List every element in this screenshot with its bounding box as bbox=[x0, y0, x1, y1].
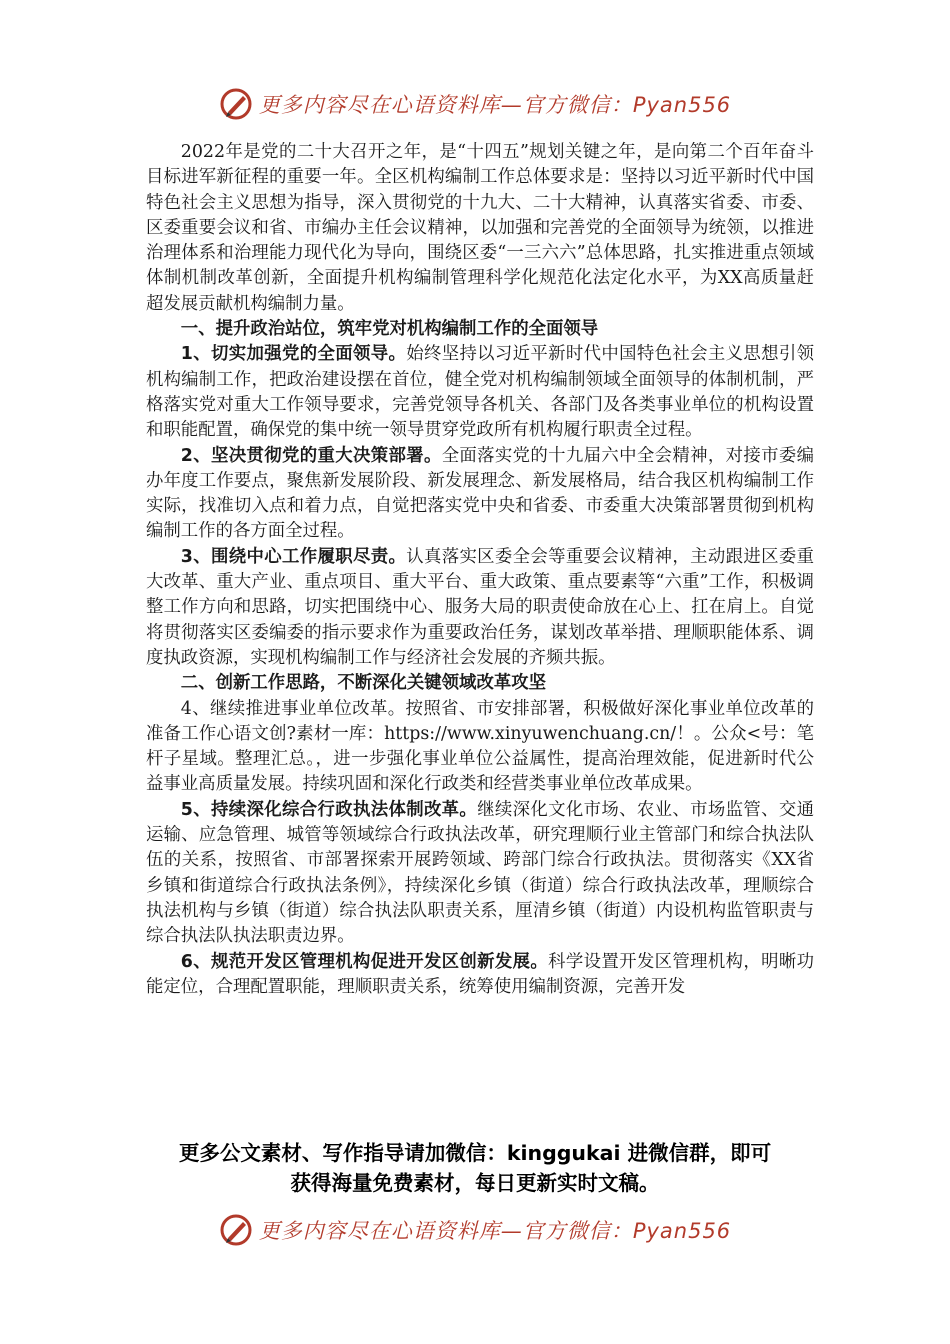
item-5-lead: 5、持续深化综合行政执法体制改革。 bbox=[180, 799, 478, 820]
item-1-body: 始终坚持以习近平新时代中国特色社会主义思想引领机构编制工作，把政治建设摆在首位，健全党对机构编制领域全面领导的体制机制，严格落实党对重大工作领导要求，完善党领导各机关、各部门及各类事业单位的机构设置和职能配置，确保党的集中统一领导贯穿党政所有机构履行职责全过程。 bbox=[146, 344, 814, 441]
section-2-item-4: 4、继续推进事业单位改革。按照省、市安排部署，积极做好深化事业单位改革的准备工作心语文创?素材一库：https://www.xinyuwenchuang.cn/！。公众<号：笔杆子星域。整理汇总。，进一步强化事业单位公益属性，提高治理效能，促进新时代公益事业高质量发展。持续巩固和深化行政类和经营类事业单位改革成果。 bbox=[146, 698, 814, 795]
pen-logo-icon bbox=[219, 87, 253, 121]
header-banner-main: 更多内容尽在心语资料库—官方微信： bbox=[258, 93, 633, 117]
item-2-body: 全面落实党的十九届六中全会精神，对接市委编办年度工作要点，聚焦新发展阶段、新发展理念、新发展格局，结合我区机构编制工作实际，找准切入点和着力点，自觉把落实党中央和省委、市委重大决策部署贯彻到机构编制工作的各方面全过程。 bbox=[146, 445, 814, 542]
header-banner-text bbox=[259, 89, 731, 119]
section-2-heading: 二、创新工作思路，不断深化关键领域改革攻坚 bbox=[180, 673, 547, 694]
article-body bbox=[146, 140, 814, 1000]
footer-banner-main: 更多内容尽在心语资料库—官方微信： bbox=[258, 1219, 633, 1243]
promo-line-1: 更多公文素材、写作指导请加微信：kinggukai 进微信群，即可 bbox=[178, 1141, 772, 1165]
footer-banner-text bbox=[259, 1215, 731, 1245]
item-2-lead: 2、坚决贯彻党的重大决策部署。 bbox=[180, 445, 442, 466]
section-1-item-1 bbox=[146, 342, 814, 443]
promo-block bbox=[140, 1138, 810, 1198]
intro-paragraph: 2022年是党的二十大召开之年，是“十四五”规划关键之年，是向第二个百年奋斗目标进军新征程的重要一年。全区机构编制工作总体要求是：坚持以习近平新时代中国特色社会主义思想为指导，深入贯彻党的十九大、二十大精神，认真落实省委、市委、区委重要会议和省、市编办主任会议精神，以加强和完善党的全面领导为统领，以推进治理体系和治理能力现代化为导向，围绕区委“一三六六”总体思路，扎实推进重点领域体制机制改革创新，全面提升机构编制管理科学化规范化法定化水平，为XX高质量赶超发展贡献机构编制力量。 bbox=[146, 142, 814, 314]
item-6-body: 科学设置开发区管理机构，明晰功能定位，合理配置职能，理顺职责关系，统筹使用编制资源，完善开发 bbox=[146, 951, 814, 997]
item-3-body: 认真落实区委全会等重要会议精神，主动跟进区委重大改革、重大产业、重点项目、重大平台、重大政策、重点要素等“六重”工作，积极调整工作方向和思路，切实把围绕中心、服务大局的职责使命放在心上、扛在肩上。自觉将贯彻落实区委编委的指示要求作为重要政治任务，谋划改革举措、理顺职能体系、调度执政资源，实现机构编制工作与经济社会发展的齐频共振。 bbox=[146, 546, 814, 668]
item-3-lead: 3、围绕中心工作履职尽责。 bbox=[180, 546, 407, 567]
section-1-heading: 一、提升政治站位，筑牢党对机构编制工作的全面领导 bbox=[180, 319, 599, 340]
promo-line-2: 获得海量免费素材，每日更新实时文稿。 bbox=[290, 1171, 660, 1195]
pen-logo-icon bbox=[219, 1213, 253, 1247]
footer-banner bbox=[0, 1210, 950, 1250]
item-6-lead: 6、规范开发区管理机构促进开发区创新发展。 bbox=[180, 951, 549, 972]
item-1-lead: 1、切实加强党的全面领导。 bbox=[180, 344, 407, 365]
footer-banner-wechat: Pyan556 bbox=[632, 1219, 732, 1243]
item-5-body: 继续深化文化市场、农业、市场监管、交通运输、应急管理、城管等领域综合行政执法改革，研究理顺行业主管部门和综合执法队伍的关系，按照省、市部署探索开展跨领域、跨部门综合行政执法。贯彻落实《XX省乡镇和街道综合行政执法条例》，持续深化乡镇（街道）综合行政执法改革，理顺综合执法机构与乡镇（街道）综合执法队职责关系，厘清乡镇（街道）内设机构监管职责与综合执法队执法职责边界。 bbox=[146, 799, 814, 947]
section-2-item-6 bbox=[146, 950, 814, 1001]
section-1-item-2 bbox=[146, 444, 814, 545]
header-banner-wechat: Pyan556 bbox=[632, 93, 732, 117]
section-2-item-5 bbox=[146, 798, 814, 950]
header-banner bbox=[0, 84, 950, 124]
section-1-item-3 bbox=[146, 545, 814, 671]
